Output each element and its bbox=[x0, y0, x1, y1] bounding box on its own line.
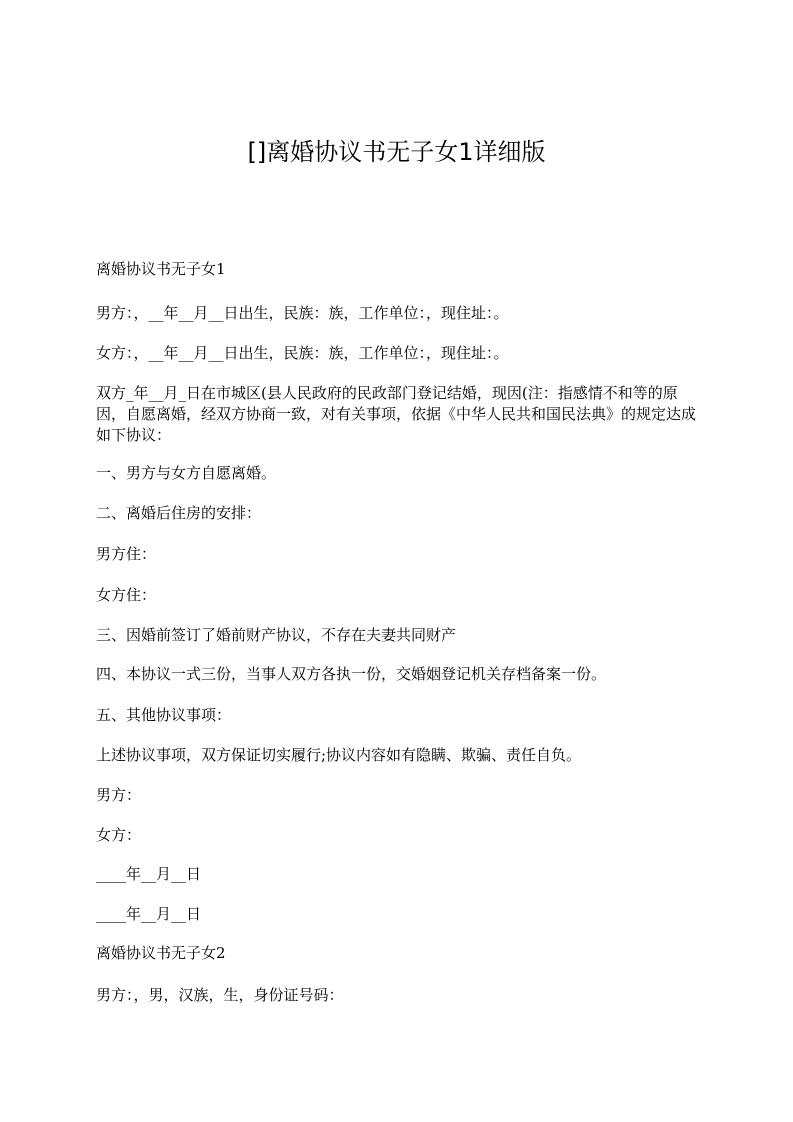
female-signature-line: 女方： bbox=[96, 826, 142, 844]
paragraph-male-party-2: 男方：，男，汉族，生，身份证号码： bbox=[96, 986, 344, 1004]
paragraph-female-party: 女方：，__年__月__日出生，民族：族，工作单位：，现住址：。 bbox=[96, 344, 509, 362]
female-residence: 女方住： bbox=[96, 586, 157, 604]
document-title: []离婚协议书无子女1详细版 bbox=[247, 138, 546, 166]
paragraph-male-party: 男方：，__年__月__日出生，民族：族，工作单位：，现住址：。 bbox=[96, 304, 509, 322]
section-heading: 离婚协议书无子女1 bbox=[96, 260, 226, 278]
guarantee-statement: 上述协议事项，双方保证切实履行;协议内容如有隐瞒、欺骗、责任自负。 bbox=[96, 746, 582, 764]
clause-4: 四、本协议一式三份，当事人双方各执一份，交婚姻登记机关存档备案一份。 bbox=[96, 665, 607, 683]
section-heading-2: 离婚协议书无子女2 bbox=[96, 944, 226, 962]
date-line-1: ____年__月__日 bbox=[96, 865, 202, 883]
male-signature-line: 男方： bbox=[96, 786, 142, 804]
clause-5: 五、其他协议事项： bbox=[96, 706, 232, 724]
male-residence: 男方住： bbox=[96, 545, 157, 563]
clause-2: 二、离婚后住房的安排： bbox=[96, 504, 262, 522]
clause-3: 三、因婚前签订了婚前财产协议，不存在夫妻共同财产 bbox=[96, 626, 457, 644]
paragraph-marriage-info: 双方_年__月_日在市城区(县人民政府的民政部门登记结婚，现因(注：指感情不和等的原因，自愿离婚，经双方协商一致，对有关事项，依据《中华人民共和国民法典》的规定达成如下协议： bbox=[96, 384, 697, 444]
clause-1: 一、男方与女方自愿离婚。 bbox=[96, 464, 277, 482]
date-line-2: ____年__月__日 bbox=[96, 905, 202, 923]
